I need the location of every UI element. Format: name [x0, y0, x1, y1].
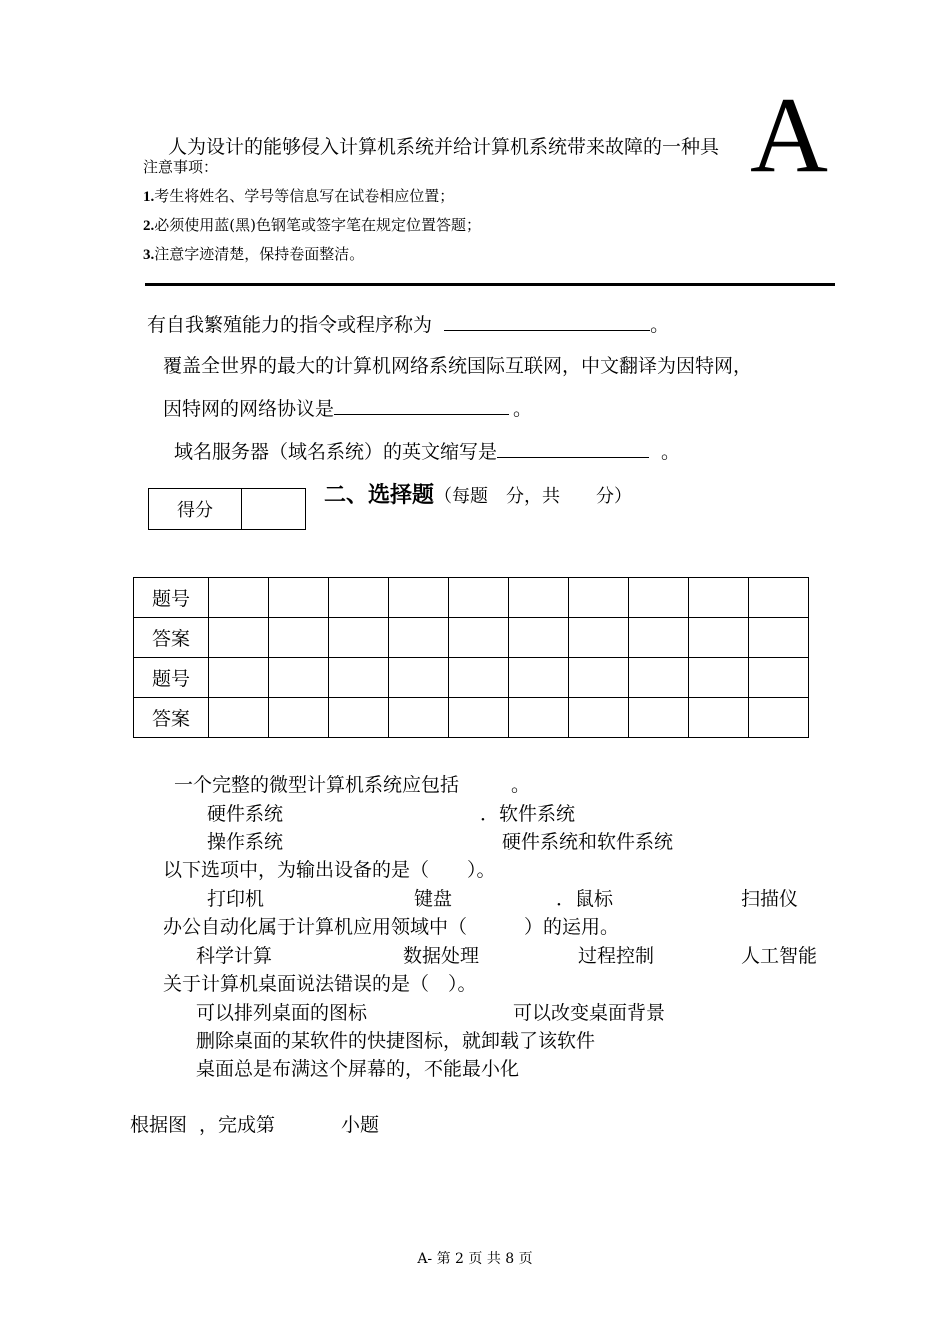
score-box — [148, 488, 306, 530]
answer-cell[interactable] — [209, 618, 269, 658]
option-a[interactable]: 硬件系统 — [207, 803, 284, 825]
instruction-part: 小题 — [341, 1114, 380, 1136]
option-b[interactable]: 键盘 — [414, 888, 453, 910]
table-row — [134, 578, 809, 618]
option-d[interactable]: 硬件系统和软件系统 — [502, 831, 674, 853]
option-c[interactable]: ．鼠标 — [556, 888, 614, 910]
table-row — [134, 658, 809, 698]
answer-grid — [133, 577, 809, 738]
option-d[interactable]: 扫描仪 — [741, 888, 799, 910]
answer-cell[interactable] — [749, 698, 809, 738]
section-2-heading — [324, 478, 632, 509]
fill-question-2-line2 — [163, 394, 532, 421]
answer-cell[interactable] — [569, 658, 629, 698]
notice-item-text: 必须使用蓝(黑)色钢笔或签字笔在规定位置答题； — [154, 216, 481, 234]
question-text: 一个完整的微型计算机系统应包括 — [174, 774, 460, 796]
row-label: 题号 — [134, 658, 209, 698]
option-a[interactable]: 打印机 — [207, 888, 265, 910]
answer-cell[interactable] — [749, 578, 809, 618]
instruction-part: ，完成第 — [199, 1114, 276, 1136]
answer-cell[interactable] — [269, 698, 329, 738]
answer-cell[interactable] — [449, 698, 509, 738]
answer-cell[interactable] — [389, 698, 449, 738]
answer-cell[interactable] — [269, 578, 329, 618]
answer-cell[interactable] — [689, 618, 749, 658]
answer-cell[interactable] — [269, 618, 329, 658]
notice-item-number: 1. — [143, 189, 155, 205]
answer-cell[interactable] — [689, 658, 749, 698]
paper-version-mark: A — [750, 76, 828, 195]
answer-cell[interactable] — [329, 698, 389, 738]
overlapping-question-line: 人为设计的能够侵入计算机系统并给计算机系统带来故障的一种具 — [168, 136, 720, 158]
answer-cell[interactable] — [569, 618, 629, 658]
answer-cell[interactable] — [509, 578, 569, 618]
mc-question-1-stem — [174, 770, 530, 797]
option-c[interactable]: 删除桌面的某软件的快捷图标，就卸载了该软件 — [196, 1030, 596, 1052]
notice-item-text: 考生将姓名、学号等信息写在试卷相应位置； — [154, 187, 455, 205]
table-row — [134, 618, 809, 658]
option-a[interactable]: 科学计算 — [196, 945, 273, 967]
figure-instruction — [130, 1110, 379, 1137]
header-divider — [145, 283, 835, 286]
option-a[interactable]: 可以排列桌面的图标 — [196, 1002, 368, 1024]
question-text: 域名服务器（域名系统）的英文缩写是 — [174, 441, 498, 463]
notice-item-number: 3. — [143, 247, 155, 263]
answer-cell[interactable] — [749, 658, 809, 698]
question-end: 。 — [513, 398, 533, 420]
question-text: 因特网的网络协议是 — [163, 398, 335, 420]
answer-cell[interactable] — [569, 578, 629, 618]
row-label: 答案 — [134, 618, 209, 658]
answer-cell[interactable] — [449, 658, 509, 698]
table-row — [134, 698, 809, 738]
option-c[interactable]: 过程控制 — [578, 945, 655, 967]
fill-question-2-line1: 覆盖全世界的最大的计算机网络系统国际互联网，中文翻译为因特网， — [163, 355, 753, 377]
answer-cell[interactable] — [629, 658, 689, 698]
notice-item — [143, 243, 364, 264]
answer-cell[interactable] — [749, 618, 809, 658]
question-end: 。 — [661, 441, 681, 463]
answer-cell[interactable] — [689, 578, 749, 618]
notice-item — [143, 185, 454, 206]
page-footer: A- 第 2 页 共 8 页 — [417, 1251, 533, 1267]
question-end: 。 — [650, 314, 670, 336]
section-title: 二、选择题 — [324, 483, 435, 508]
option-c[interactable]: 操作系统 — [207, 831, 284, 853]
answer-cell[interactable] — [629, 578, 689, 618]
answer-cell[interactable] — [269, 658, 329, 698]
instruction-part: 根据图 — [130, 1114, 188, 1136]
answer-cell[interactable] — [329, 618, 389, 658]
option-b[interactable]: ．软件系统 — [480, 803, 576, 825]
row-label: 题号 — [134, 578, 209, 618]
answer-blank[interactable] — [444, 312, 650, 331]
answer-cell[interactable] — [629, 698, 689, 738]
mc-question-3-stem: 办公自动化属于计算机应用领域中（ ）的运用。 — [163, 916, 620, 938]
answer-blank[interactable] — [334, 396, 509, 415]
row-label: 答案 — [134, 698, 209, 738]
answer-cell[interactable] — [389, 578, 449, 618]
option-d[interactable]: 人工智能 — [741, 945, 818, 967]
answer-cell[interactable] — [389, 658, 449, 698]
section-subtitle: （每题 分，共 分） — [434, 486, 633, 507]
answer-cell[interactable] — [569, 698, 629, 738]
answer-cell[interactable] — [509, 618, 569, 658]
option-d[interactable]: 桌面总是布满这个屏幕的，不能最小化 — [196, 1058, 520, 1080]
mc-question-2-stem: 以下选项中，为输出设备的是（ ）。 — [163, 859, 496, 881]
notice-item — [143, 214, 481, 235]
answer-cell[interactable] — [329, 658, 389, 698]
score-label: 得分 — [149, 489, 242, 529]
notice-item-text: 注意字迹清楚，保持卷面整洁。 — [154, 245, 365, 263]
option-b[interactable]: 可以改变桌面背景 — [513, 1002, 666, 1024]
answer-blank[interactable] — [497, 439, 649, 458]
question-end: 。 — [511, 774, 531, 796]
answer-cell[interactable] — [509, 658, 569, 698]
answer-cell[interactable] — [629, 618, 689, 658]
option-b[interactable]: 数据处理 — [403, 945, 480, 967]
answer-cell[interactable] — [509, 698, 569, 738]
answer-cell[interactable] — [389, 618, 449, 658]
answer-cell[interactable] — [209, 698, 269, 738]
answer-cell[interactable] — [449, 578, 509, 618]
answer-cell[interactable] — [449, 618, 509, 658]
mc-question-4-stem: 关于计算机桌面说法错误的是（ ）。 — [163, 973, 477, 995]
notice-title: 注意事项： — [143, 158, 219, 176]
answer-cell[interactable] — [209, 658, 269, 698]
question-text: 有自我繁殖能力的指令或程序称为 — [147, 314, 433, 336]
score-value-cell[interactable] — [242, 489, 305, 529]
answer-cell[interactable] — [689, 698, 749, 738]
fill-question-3 — [174, 437, 680, 464]
notice-item-number: 2. — [143, 218, 155, 234]
answer-cell[interactable] — [209, 578, 269, 618]
fill-question-1 — [147, 310, 669, 337]
answer-cell[interactable] — [329, 578, 389, 618]
